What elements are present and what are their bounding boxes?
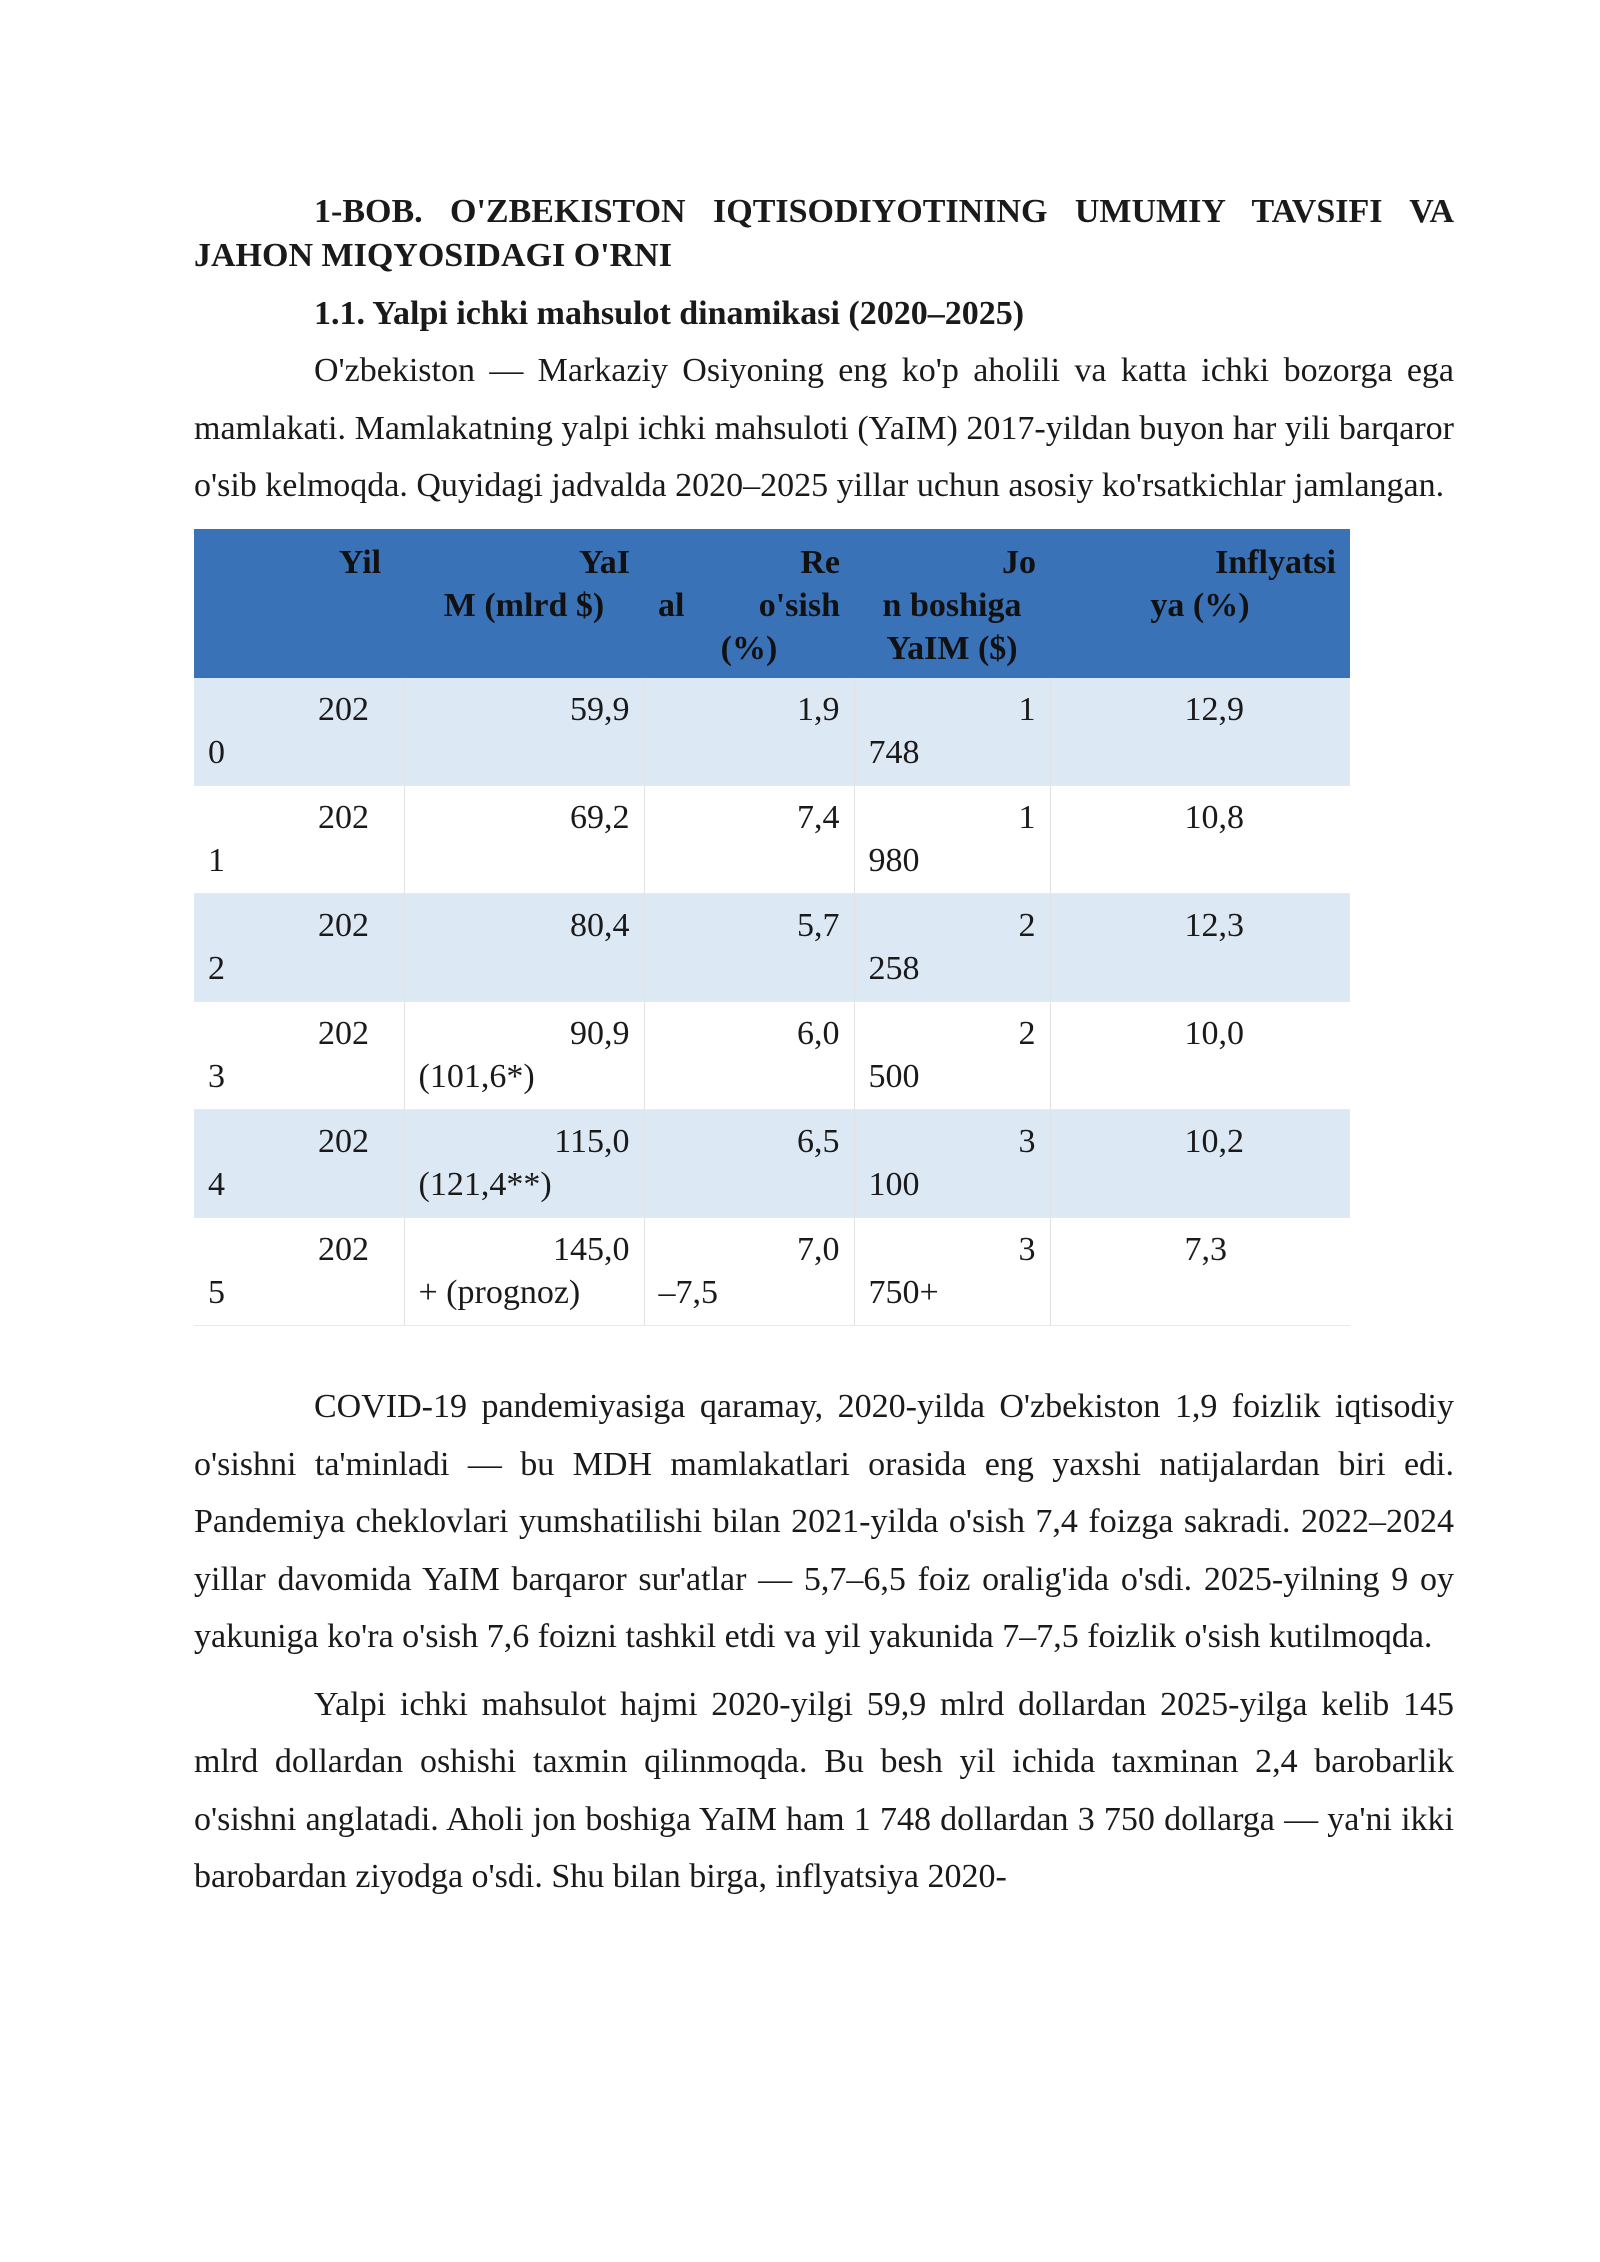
cell-growth (644, 1002, 854, 1110)
gdp-note: + (prognoz) (418, 1274, 581, 1311)
table-row (194, 894, 1350, 1002)
percap-part-a: 2 (1018, 907, 1036, 944)
percap-part-a: 3 (1018, 1123, 1036, 1160)
inflation-value: 10,2 (1184, 1123, 1244, 1160)
percap-part-a: 1 (1018, 690, 1036, 728)
growth-value: 7,4 (797, 799, 840, 836)
cell-gdp (404, 678, 644, 786)
cell-year (194, 1218, 404, 1326)
gdp-value: 69,2 (570, 799, 630, 836)
cell-growth (644, 894, 854, 1002)
growth-value: 1,9 (797, 690, 840, 728)
percap-part-b: 500 (868, 1058, 920, 1095)
gdp-value: 59,9 (570, 690, 630, 728)
header-gdp-line2: M (mlrd $) (443, 586, 605, 624)
percap-part-a: 2 (1018, 1015, 1036, 1052)
cell-per-capita (854, 1002, 1050, 1110)
cell-inflation (1050, 1002, 1350, 1110)
year-part-a: 202 (318, 690, 369, 728)
percap-part-a: 1 (1018, 799, 1036, 836)
growth-value: 5,7 (797, 907, 840, 944)
growth-value: 7,0 (797, 1231, 840, 1268)
gdp-table (194, 529, 1350, 1327)
percap-part-b: 748 (868, 733, 920, 771)
cell-year (194, 786, 404, 894)
year-part-a: 202 (318, 1231, 369, 1268)
cell-gdp (404, 786, 644, 894)
table-row (194, 678, 1350, 786)
paragraph-gdp-volume: Yalpi ichki mahsulot hajmi 2020-yilgi 59,9 mlrd dollardan 2025-yilga kelib 145 mlrd dollardan oshishi taxmin qilinmoqda. Bu besh yil ichida taxminan 2,4 barobarlik o'sishni anglatadi. Aholi jon boshiga YaIM ham 1 748 dollardan 3 750 dollarga — ya'ni ikki barobardan ziyodga o'sdi. Shu bilan birga, inflyatsiya 2020- (194, 1685, 1454, 1895)
cell-year (194, 894, 404, 1002)
cell-per-capita (854, 786, 1050, 894)
table-row (194, 1002, 1350, 1110)
cell-per-capita (854, 894, 1050, 1002)
cell-inflation (1050, 678, 1350, 786)
percap-part-a: 3 (1018, 1231, 1036, 1268)
percap-part-b: 100 (868, 1166, 920, 1203)
table-row (194, 786, 1350, 894)
header-real-line2a: al (658, 586, 685, 624)
gdp-value: 90,9 (570, 1015, 630, 1052)
inflation-value: 12,9 (1184, 690, 1244, 728)
cell-growth (644, 1110, 854, 1218)
cell-year (194, 1002, 404, 1110)
gdp-value: 115,0 (554, 1123, 630, 1160)
gdp-value: 145,0 (553, 1231, 630, 1268)
cell-gdp (404, 1110, 644, 1218)
gdp-note: (101,6*) (418, 1058, 535, 1095)
gdp-note: (121,4**) (418, 1166, 552, 1203)
cell-gdp (404, 1218, 644, 1326)
growth-note: –7,5 (658, 1274, 718, 1311)
cell-inflation (1050, 1110, 1350, 1218)
table-header-row (194, 529, 1350, 678)
cell-year (194, 1110, 404, 1218)
cell-year (194, 678, 404, 786)
percap-part-b: 750+ (868, 1274, 939, 1311)
cell-growth (644, 786, 854, 894)
cell-per-capita (854, 1218, 1050, 1326)
cell-inflation (1050, 1218, 1350, 1326)
paragraph-covid: COVID-19 pandemiyasiga qaramay, 2020-yilda O'zbekiston 1,9 foizlik iqtisodiy o'sishni ta'minladi — bu MDH mamlakatlari orasida eng yaxshi natijalardan biri edi. Pandemiya cheklovlari yumshatilishi bilan 2021-yilda o'sish 7,4 foizga sakradi. 2022–2024 yillar davomida YaIM barqaror sur'atlar — 5,7–6,5 foiz oralig'ida o'sdi. 2025-yilning 9 oy yakuniga ko'ra o'sish 7,6 foizni tashkil etdi va yil yakunida 7–7,5 foizlik o'sish kutilmoqda. (194, 1388, 1454, 1655)
table-row (194, 1218, 1350, 1326)
header-per-capita (854, 529, 1050, 678)
percap-part-b: 258 (868, 950, 920, 987)
year-part-a: 202 (318, 907, 369, 944)
year-part-b: 2 (208, 950, 225, 987)
year-part-a: 202 (318, 1015, 369, 1052)
header-infl-line2: ya (%) (1150, 586, 1250, 624)
year-part-a: 202 (318, 1123, 369, 1160)
header-percap-line1: Jo (1002, 543, 1036, 581)
growth-value: 6,0 (797, 1015, 840, 1052)
header-year-label: Yil (338, 543, 382, 581)
section-title: 1.1. Yalpi ichki mahsulot dinamikasi (2020–2025) (314, 295, 1025, 332)
header-inflation (1050, 529, 1350, 678)
cell-gdp (404, 1002, 644, 1110)
cell-per-capita (854, 678, 1050, 786)
cell-inflation (1050, 894, 1350, 1002)
gdp-value: 80,4 (570, 907, 630, 944)
year-part-b: 1 (208, 842, 225, 879)
header-percap-line2: n boshiga (882, 586, 1022, 624)
percap-part-b: 980 (868, 842, 920, 879)
inflation-value: 12,3 (1184, 907, 1244, 944)
header-real-line2b: o'sish (758, 586, 840, 624)
inflation-value: 10,8 (1184, 799, 1244, 836)
chapter-title: 1-BOB. O'ZBEKISTON IQTISODIYOTINING UMUMIY TAVSIFI VA JAHON MIQYOSIDAGI O'RNI (194, 193, 1454, 274)
cell-growth (644, 1218, 854, 1326)
table-row (194, 1110, 1350, 1218)
cell-inflation (1050, 786, 1350, 894)
inflation-value: 7,3 (1184, 1231, 1227, 1268)
header-real-growth (644, 529, 854, 678)
header-gdp-line1: YaI (578, 543, 630, 581)
inflation-value: 10,0 (1184, 1015, 1244, 1052)
year-part-b: 4 (208, 1166, 225, 1203)
header-year (194, 529, 404, 678)
header-percap-line3: YaIM ($) (886, 629, 1018, 667)
growth-value: 6,5 (797, 1123, 840, 1160)
header-real-line3: (%) (720, 629, 778, 667)
cell-per-capita (854, 1110, 1050, 1218)
intro-paragraph: O'zbekiston — Markaziy Osiyoning eng ko'p aholili va katta ichki bozorga ega mamlakati. Mamlakatning yalpi ichki mahsuloti (YaIM) 2017-yildan buyon har yili barqaror o'sib kelmoqda. Quyidagi jadvalda 2020–2025 yillar uchun asosiy ko'rsatkichlar jamlangan. (194, 352, 1454, 504)
header-gdp (404, 529, 644, 678)
header-infl-line1: Inflyatsi (1215, 543, 1336, 581)
year-part-a: 202 (318, 799, 369, 836)
year-part-b: 5 (208, 1274, 225, 1311)
header-real-line1: Re (800, 543, 840, 581)
cell-gdp (404, 894, 644, 1002)
year-part-b: 0 (208, 733, 225, 771)
year-part-b: 3 (208, 1058, 225, 1095)
page-content (194, 190, 1454, 1906)
cell-growth (644, 678, 854, 786)
